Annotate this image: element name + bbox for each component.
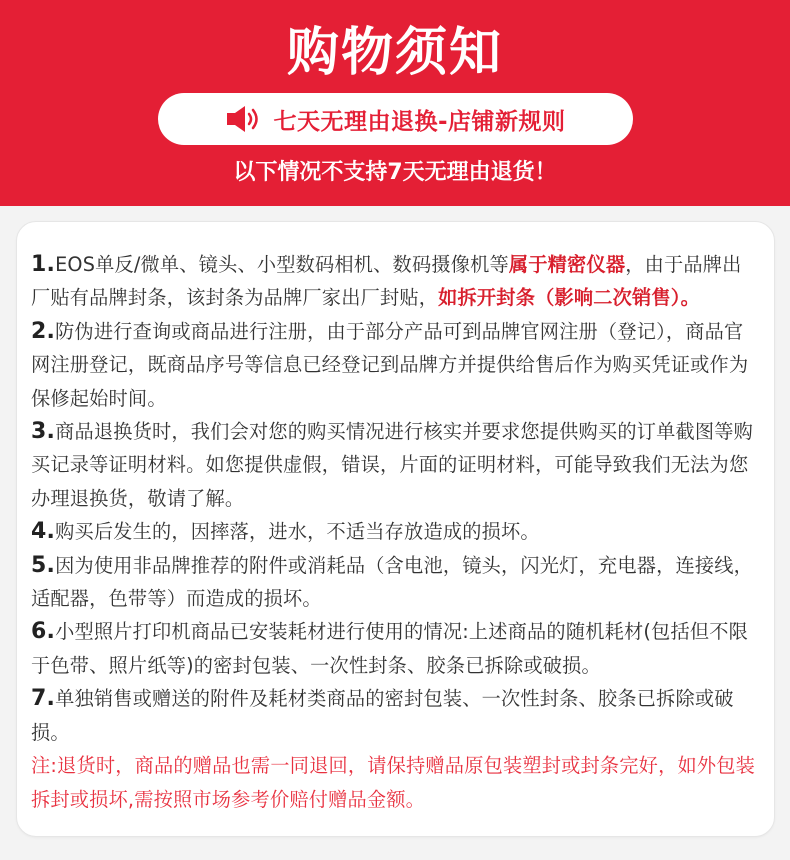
rule-text: 防伪进行查询或商品进行注册，由于部分产品可到品牌官网注册（登记），商品官网注册登记，既商品序号等信息已经登记到品牌方并提供给售后作为购买凭证或作为保修起始时间。 — [31, 319, 749, 410]
rule-number: 2. — [31, 318, 56, 344]
rule-item-2 — [31, 315, 760, 415]
subtitle: 以下情况不支持7天无理由退货！ — [233, 160, 557, 185]
rule-item-1 — [31, 248, 760, 315]
rule-highlight: 属于精密仪器 — [508, 253, 626, 276]
rule-number: 7. — [31, 686, 56, 712]
rule-item-5 — [31, 549, 760, 616]
rule-text: 小型照片打印机商品已安装耗材进行使用的情况:上述商品的随机耗材(包括但不限于色带、照片纸等)的密封包装、一次性封条、胶条已拆除或破损。 — [31, 620, 748, 677]
rule-text: ，由于品牌出厂贴有品牌封条，该封条为品牌厂家出厂封贴， — [31, 253, 742, 310]
rule-text: 因为使用非品牌推荐的附件或消耗品（含电池，镜头，闪光灯，充电器，连接线，适配器，色带等）而造成的损坏。 — [31, 553, 754, 611]
rule-number: 5. — [31, 552, 56, 578]
rule-number: 1. — [31, 252, 56, 277]
policy-pill-text: 七天无理由退换-店铺新规则 — [273, 108, 566, 135]
header-banner — [0, 0, 790, 206]
rule-item-3 — [31, 415, 760, 515]
policy-pill — [158, 93, 633, 145]
rule-number: 6. — [31, 619, 56, 645]
return-note: 注:退货时，商品的赠品也需一同退回，请保持赠品原包装塑封或封条完好，如外包装拆封或损坏,需按照市场参考价赔付赠品金额。 — [31, 754, 756, 811]
rule-text: 商品退换货时，我们会对您的购买情况进行核实并要求您提供购买的订单截图等购买记录等证明材料。如您提供虚假，错误，片面的证明材料，可能导致我们无法为您办理退换货，敬请了解。 — [31, 420, 754, 510]
rule-number: 3. — [31, 419, 56, 445]
rule-number: 4. — [31, 519, 56, 545]
rules-card — [16, 221, 775, 837]
rule-text: 单独销售或赠送的附件及耗材类商品的密封包装、一次性封条、胶条已拆除或破损。 — [31, 687, 734, 744]
page-title: 购物须知 — [286, 23, 503, 83]
rule-text: 购买后发生的，因摔落，进水，不适当存放造成的损坏。 — [55, 520, 540, 544]
rule-highlight: 如拆开封条（影响二次销售）。 — [438, 286, 700, 310]
rule-item-4 — [31, 515, 760, 548]
rule-text: EOS单反/微单、镜头、小型数码相机、数码摄像机等 — [55, 253, 509, 276]
rule-item-7 — [31, 682, 760, 749]
speaker-icon — [225, 104, 261, 134]
rule-item-6 — [31, 615, 760, 682]
